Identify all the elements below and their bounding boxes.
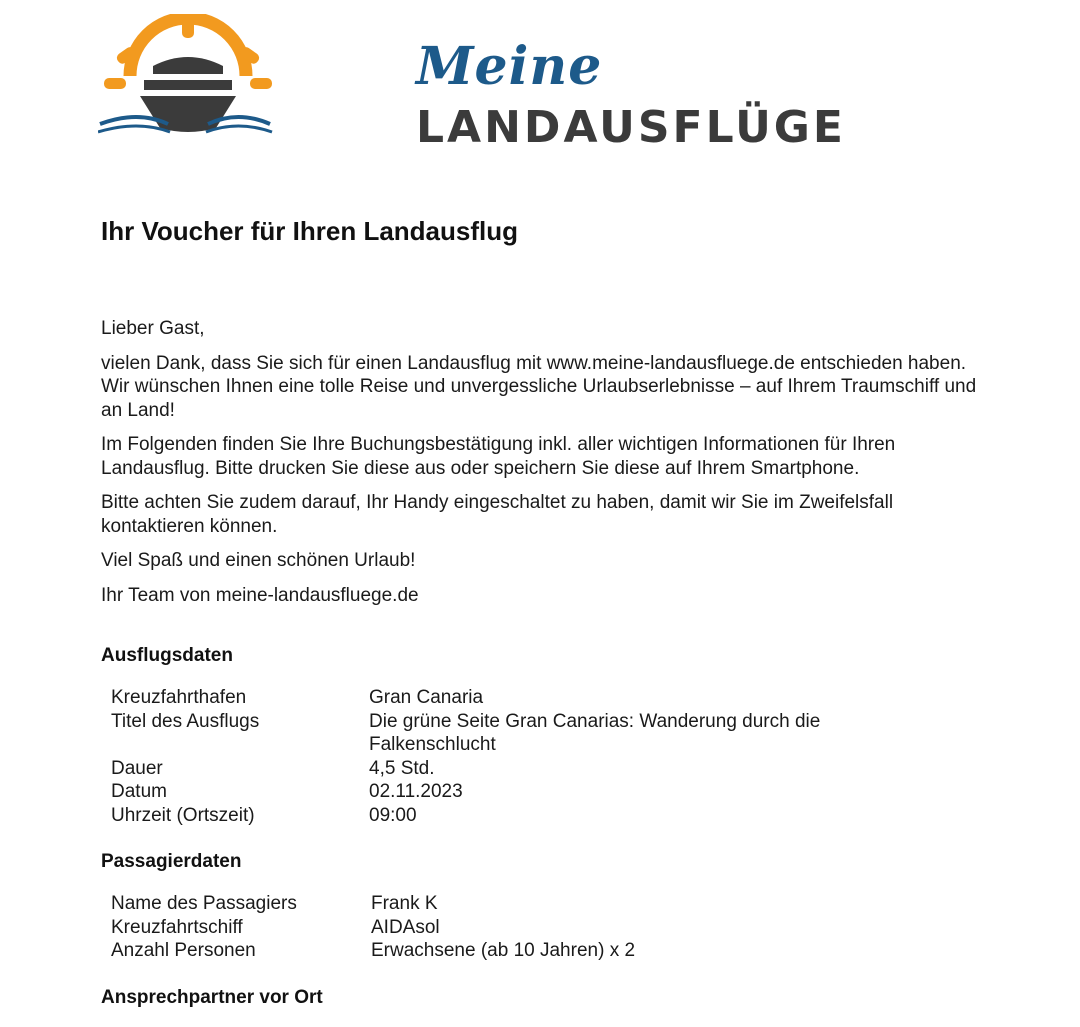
detail-row: [111, 780, 879, 804]
detail-value: AIDAsol: [371, 916, 440, 938]
brand-logo: [98, 14, 846, 153]
detail-row: [111, 804, 879, 828]
detail-value: Erwachsene (ab 10 Jahren) x 2: [371, 940, 636, 961]
section-excursion-heading: Ausflugsdaten: [101, 645, 233, 666]
detail-row: [111, 710, 879, 757]
logo-script-text: Meine: [416, 36, 603, 97]
logo-word-text: LANDAUSFLÜGE: [416, 102, 846, 153]
detail-label: Titel des Ausflugs: [111, 710, 260, 732]
detail-label: Kreuzfahrtschiff: [111, 916, 243, 938]
detail-value: Frank K: [371, 893, 438, 914]
detail-row: [111, 686, 879, 710]
detail-row: [111, 892, 881, 916]
greeting: Lieber Gast,: [101, 318, 205, 339]
section-passenger-heading: Passagierdaten: [101, 851, 242, 872]
letter-signoff: Ihr Team von meine-landausfluege.de: [101, 584, 419, 606]
detail-label: Kreuzfahrthafen: [111, 687, 247, 708]
letter-paragraph: Viel Spaß und einen schönen Urlaub!: [101, 550, 416, 571]
page-title: Ihr Voucher für Ihren Landausflug: [101, 216, 518, 246]
letter-paragraph: vielen Dank, dass Sie sich für einen Landausflug mit www.meine-landausfluege.de entschieden haben. Wir wünschen Ihnen eine tolle Reise und unvergessliche Urlaubserlebnisse – auf Ihrem Traumschiff und an Land!: [101, 352, 977, 421]
ship-wheel-icon: [98, 14, 278, 139]
detail-value: 4,5 Std.: [369, 757, 435, 779]
detail-value: Die grüne Seite Gran Canarias: Wanderung durch die Falkenschlucht: [369, 710, 821, 755]
detail-row: [111, 916, 881, 940]
detail-row: [111, 939, 881, 963]
excursion-details: [111, 686, 879, 827]
detail-value: Gran Canaria: [369, 687, 484, 708]
detail-label: Uhrzeit (Ortszeit): [111, 804, 255, 826]
letter-paragraph: Bitte achten Sie zudem darauf, Ihr Handy eingeschaltet zu haben, damit wir Sie im Zweifelsfall kontaktieren können.: [101, 492, 894, 537]
letter-paragraph: Im Folgenden finden Sie Ihre Buchungsbestätigung inkl. aller wichtigen Informationen für Ihren Landausflug. Bitte drucken Sie diese aus oder speichern Sie diese auf Ihrem Smartphone.: [101, 434, 896, 479]
detail-label: Datum: [111, 781, 167, 802]
detail-value: 02.11.2023: [369, 781, 463, 802]
letter-body: [101, 317, 981, 618]
passenger-details: [111, 892, 881, 963]
detail-label: Dauer: [111, 757, 163, 779]
detail-label: Anzahl Personen: [111, 940, 256, 961]
detail-label: Name des Passagiers: [111, 893, 297, 914]
detail-value: 09:00: [369, 804, 417, 826]
section-contact-heading: Ansprechpartner vor Ort: [101, 987, 323, 1008]
detail-row: [111, 757, 879, 781]
